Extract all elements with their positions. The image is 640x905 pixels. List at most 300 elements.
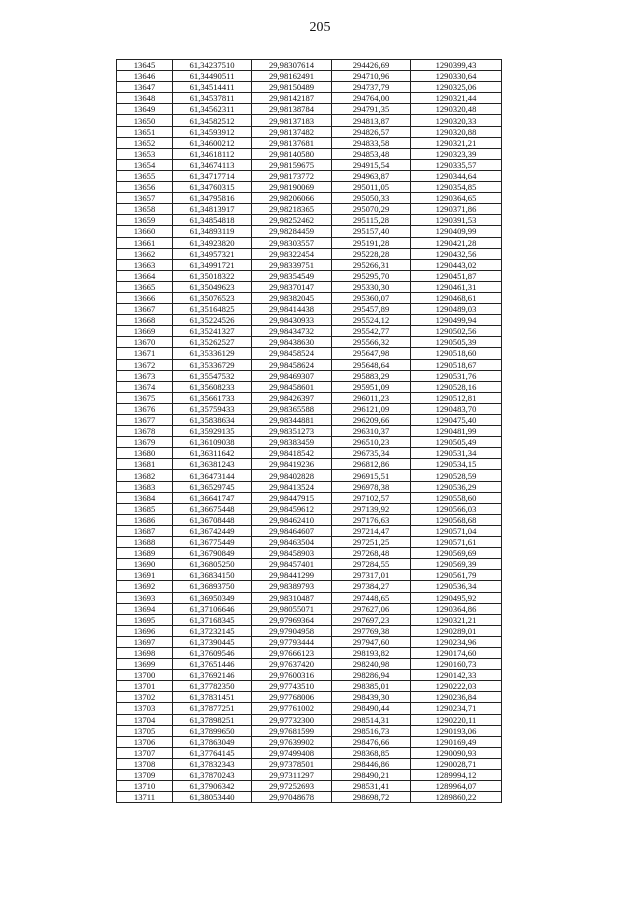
x-coordinate-cell: 294710,96 — [332, 71, 411, 82]
point-id-cell: 13704 — [117, 714, 173, 725]
table-row — [117, 304, 502, 315]
point-id-cell: 13688 — [117, 537, 173, 548]
x-coordinate-cell: 294737,79 — [332, 82, 411, 93]
table-row — [117, 736, 502, 747]
longitude-cell: 29,97904958 — [252, 625, 332, 636]
x-coordinate-cell: 298439,30 — [332, 692, 411, 703]
point-id-cell: 13647 — [117, 82, 173, 93]
table-row — [117, 603, 502, 614]
point-id-cell: 13705 — [117, 725, 173, 736]
y-coordinate-cell: 1290421,28 — [411, 237, 502, 248]
point-id-cell: 13687 — [117, 525, 173, 536]
x-coordinate-cell: 295115,28 — [332, 215, 411, 226]
table-row — [117, 781, 502, 792]
table-row — [117, 259, 502, 270]
latitude-cell: 61,37168345 — [173, 614, 252, 625]
longitude-cell: 29,98206066 — [252, 193, 332, 204]
longitude-cell: 29,97768006 — [252, 692, 332, 703]
table-row — [117, 792, 502, 803]
x-coordinate-cell: 295951,09 — [332, 381, 411, 392]
table-row — [117, 170, 502, 181]
table-row — [117, 315, 502, 326]
y-coordinate-cell: 1290323,39 — [411, 148, 502, 159]
y-coordinate-cell: 1290090,93 — [411, 747, 502, 758]
table-row — [117, 503, 502, 514]
table-row — [117, 636, 502, 647]
longitude-cell: 29,98441299 — [252, 570, 332, 581]
point-id-cell: 13679 — [117, 437, 173, 448]
point-id-cell: 13666 — [117, 292, 173, 303]
latitude-cell: 61,34514411 — [173, 82, 252, 93]
latitude-cell: 61,37898251 — [173, 714, 252, 725]
latitude-cell: 61,35262527 — [173, 337, 252, 348]
table-row — [117, 692, 502, 703]
coordinates-table-body — [117, 60, 502, 803]
x-coordinate-cell: 298514,31 — [332, 714, 411, 725]
x-coordinate-cell: 296209,66 — [332, 415, 411, 426]
y-coordinate-cell: 1290561,79 — [411, 570, 502, 581]
point-id-cell: 13694 — [117, 603, 173, 614]
x-coordinate-cell: 297947,60 — [332, 636, 411, 647]
x-coordinate-cell: 298193,82 — [332, 647, 411, 658]
table-row — [117, 137, 502, 148]
y-coordinate-cell: 1290512,81 — [411, 392, 502, 403]
x-coordinate-cell: 298385,01 — [332, 681, 411, 692]
point-id-cell: 13695 — [117, 614, 173, 625]
longitude-cell: 29,98173772 — [252, 170, 332, 181]
longitude-cell: 29,98464607 — [252, 525, 332, 536]
latitude-cell: 61,37390445 — [173, 636, 252, 647]
y-coordinate-cell: 1290528,59 — [411, 470, 502, 481]
x-coordinate-cell: 297284,55 — [332, 559, 411, 570]
longitude-cell: 29,97311297 — [252, 770, 332, 781]
longitude-cell: 29,98458624 — [252, 359, 332, 370]
point-id-cell: 13665 — [117, 281, 173, 292]
x-coordinate-cell: 295330,30 — [332, 281, 411, 292]
table-row — [117, 237, 502, 248]
x-coordinate-cell: 295524,12 — [332, 315, 411, 326]
point-id-cell: 13662 — [117, 248, 173, 259]
longitude-cell: 29,98190069 — [252, 182, 332, 193]
longitude-cell: 29,97600316 — [252, 670, 332, 681]
latitude-cell: 61,34593912 — [173, 126, 252, 137]
x-coordinate-cell: 297448,65 — [332, 592, 411, 603]
latitude-cell: 61,37832343 — [173, 758, 252, 769]
table-row — [117, 326, 502, 337]
point-id-cell: 13707 — [117, 747, 173, 758]
longitude-cell: 29,98252462 — [252, 215, 332, 226]
x-coordinate-cell: 295648,64 — [332, 359, 411, 370]
longitude-cell: 29,98438630 — [252, 337, 332, 348]
latitude-cell: 61,34237510 — [173, 60, 252, 71]
longitude-cell: 29,98418542 — [252, 448, 332, 459]
x-coordinate-cell: 297214,47 — [332, 525, 411, 536]
y-coordinate-cell: 1290571,04 — [411, 525, 502, 536]
y-coordinate-cell: 1290534,15 — [411, 459, 502, 470]
x-coordinate-cell: 294764,00 — [332, 93, 411, 104]
longitude-cell: 29,98142187 — [252, 93, 332, 104]
table-row — [117, 204, 502, 215]
point-id-cell: 13653 — [117, 148, 173, 159]
point-id-cell: 13655 — [117, 170, 173, 181]
longitude-cell: 29,98458601 — [252, 381, 332, 392]
y-coordinate-cell: 1290344,64 — [411, 170, 502, 181]
x-coordinate-cell: 294813,87 — [332, 115, 411, 126]
table-row — [117, 337, 502, 348]
x-coordinate-cell: 295157,40 — [332, 226, 411, 237]
y-coordinate-cell: 1290451,87 — [411, 270, 502, 281]
y-coordinate-cell: 1289994,12 — [411, 770, 502, 781]
table-row — [117, 426, 502, 437]
table-row — [117, 381, 502, 392]
table-row — [117, 681, 502, 692]
table-row — [117, 592, 502, 603]
longitude-cell: 29,98447915 — [252, 492, 332, 503]
point-id-cell: 13652 — [117, 137, 173, 148]
latitude-cell: 61,36742449 — [173, 525, 252, 536]
table-row — [117, 403, 502, 414]
latitude-cell: 61,34717714 — [173, 170, 252, 181]
table-row — [117, 71, 502, 82]
y-coordinate-cell: 1290495,92 — [411, 592, 502, 603]
x-coordinate-cell: 294826,57 — [332, 126, 411, 137]
y-coordinate-cell: 1290518,60 — [411, 348, 502, 359]
longitude-cell: 29,97761002 — [252, 703, 332, 714]
point-id-cell: 13645 — [117, 60, 173, 71]
latitude-cell: 61,35838634 — [173, 415, 252, 426]
longitude-cell: 29,98389793 — [252, 581, 332, 592]
latitude-cell: 61,35164825 — [173, 304, 252, 315]
x-coordinate-cell: 296310,37 — [332, 426, 411, 437]
y-coordinate-cell: 1290505,39 — [411, 337, 502, 348]
table-row — [117, 437, 502, 448]
latitude-cell: 61,35336129 — [173, 348, 252, 359]
longitude-cell: 29,98351273 — [252, 426, 332, 437]
latitude-cell: 61,34562311 — [173, 104, 252, 115]
point-id-cell: 13698 — [117, 647, 173, 658]
point-id-cell: 13651 — [117, 126, 173, 137]
table-row — [117, 448, 502, 459]
longitude-cell: 29,98365588 — [252, 403, 332, 414]
longitude-cell: 29,97969364 — [252, 614, 332, 625]
x-coordinate-cell: 298516,73 — [332, 725, 411, 736]
latitude-cell: 61,36311642 — [173, 448, 252, 459]
table-row — [117, 392, 502, 403]
point-id-cell: 13671 — [117, 348, 173, 359]
point-id-cell: 13660 — [117, 226, 173, 237]
point-id-cell: 13657 — [117, 193, 173, 204]
point-id-cell: 13699 — [117, 659, 173, 670]
y-coordinate-cell: 1290571,61 — [411, 537, 502, 548]
y-coordinate-cell: 1290335,57 — [411, 159, 502, 170]
latitude-cell: 61,36893750 — [173, 581, 252, 592]
latitude-cell: 61,34893119 — [173, 226, 252, 237]
x-coordinate-cell: 297139,92 — [332, 503, 411, 514]
table-row — [117, 292, 502, 303]
y-coordinate-cell: 1290364,65 — [411, 193, 502, 204]
latitude-cell: 61,34600212 — [173, 137, 252, 148]
latitude-cell: 61,37106646 — [173, 603, 252, 614]
longitude-cell: 29,98339751 — [252, 259, 332, 270]
latitude-cell: 61,34991721 — [173, 259, 252, 270]
x-coordinate-cell: 294963,87 — [332, 170, 411, 181]
point-id-cell: 13648 — [117, 93, 173, 104]
x-coordinate-cell: 298531,41 — [332, 781, 411, 792]
point-id-cell: 13676 — [117, 403, 173, 414]
longitude-cell: 29,98458524 — [252, 348, 332, 359]
latitude-cell: 61,35224526 — [173, 315, 252, 326]
table-row — [117, 159, 502, 170]
latitude-cell: 61,34674113 — [173, 159, 252, 170]
x-coordinate-cell: 294791,35 — [332, 104, 411, 115]
y-coordinate-cell: 1290289,01 — [411, 625, 502, 636]
x-coordinate-cell: 296735,34 — [332, 448, 411, 459]
latitude-cell: 61,34582512 — [173, 115, 252, 126]
point-id-cell: 13650 — [117, 115, 173, 126]
point-id-cell: 13680 — [117, 448, 173, 459]
point-id-cell: 13690 — [117, 559, 173, 570]
y-coordinate-cell: 1290193,06 — [411, 725, 502, 736]
longitude-cell: 29,98457401 — [252, 559, 332, 570]
point-id-cell: 13674 — [117, 381, 173, 392]
y-coordinate-cell: 1290354,85 — [411, 182, 502, 193]
y-coordinate-cell: 1290566,03 — [411, 503, 502, 514]
longitude-cell: 29,98370147 — [252, 281, 332, 292]
table-row — [117, 415, 502, 426]
point-id-cell: 13708 — [117, 758, 173, 769]
longitude-cell: 29,97681599 — [252, 725, 332, 736]
point-id-cell: 13710 — [117, 781, 173, 792]
latitude-cell: 61,36950349 — [173, 592, 252, 603]
table-row — [117, 614, 502, 625]
x-coordinate-cell: 297176,63 — [332, 514, 411, 525]
latitude-cell: 61,34795816 — [173, 193, 252, 204]
latitude-cell: 61,36834150 — [173, 570, 252, 581]
latitude-cell: 61,34618112 — [173, 148, 252, 159]
latitude-cell: 61,37831451 — [173, 692, 252, 703]
latitude-cell: 61,34490511 — [173, 71, 252, 82]
x-coordinate-cell: 298490,44 — [332, 703, 411, 714]
y-coordinate-cell: 1290234,71 — [411, 703, 502, 714]
longitude-cell: 29,98419236 — [252, 459, 332, 470]
longitude-cell: 29,98414438 — [252, 304, 332, 315]
y-coordinate-cell: 1290330,64 — [411, 71, 502, 82]
x-coordinate-cell: 298240,98 — [332, 659, 411, 670]
longitude-cell: 29,98140580 — [252, 148, 332, 159]
longitude-cell: 29,98159675 — [252, 159, 332, 170]
point-id-cell: 13701 — [117, 681, 173, 692]
longitude-cell: 29,97048678 — [252, 792, 332, 803]
latitude-cell: 61,37764145 — [173, 747, 252, 758]
longitude-cell: 29,98303557 — [252, 237, 332, 248]
longitude-cell: 29,98218365 — [252, 204, 332, 215]
latitude-cell: 61,35076523 — [173, 292, 252, 303]
y-coordinate-cell: 1290499,94 — [411, 315, 502, 326]
y-coordinate-cell: 1290234,96 — [411, 636, 502, 647]
y-coordinate-cell: 1290443,02 — [411, 259, 502, 270]
table-row — [117, 60, 502, 71]
y-coordinate-cell: 1290468,61 — [411, 292, 502, 303]
point-id-cell: 13709 — [117, 770, 173, 781]
y-coordinate-cell: 1290502,56 — [411, 326, 502, 337]
x-coordinate-cell: 294915,54 — [332, 159, 411, 170]
longitude-cell: 29,98434732 — [252, 326, 332, 337]
table-row — [117, 514, 502, 525]
y-coordinate-cell: 1290461,31 — [411, 281, 502, 292]
point-id-cell: 13700 — [117, 670, 173, 681]
y-coordinate-cell: 1290321,21 — [411, 614, 502, 625]
longitude-cell: 29,98344881 — [252, 415, 332, 426]
x-coordinate-cell: 296121,09 — [332, 403, 411, 414]
y-coordinate-cell: 1290220,11 — [411, 714, 502, 725]
table-row — [117, 248, 502, 259]
y-coordinate-cell: 1290481,99 — [411, 426, 502, 437]
y-coordinate-cell: 1290371,86 — [411, 204, 502, 215]
latitude-cell: 61,37782350 — [173, 681, 252, 692]
y-coordinate-cell: 1290236,84 — [411, 692, 502, 703]
x-coordinate-cell: 297268,48 — [332, 548, 411, 559]
latitude-cell: 61,37899650 — [173, 725, 252, 736]
x-coordinate-cell: 295566,32 — [332, 337, 411, 348]
longitude-cell: 29,98402828 — [252, 470, 332, 481]
point-id-cell: 13664 — [117, 270, 173, 281]
y-coordinate-cell: 1290536,34 — [411, 581, 502, 592]
y-coordinate-cell: 1290321,44 — [411, 93, 502, 104]
longitude-cell: 29,98459612 — [252, 503, 332, 514]
longitude-cell: 29,98413524 — [252, 481, 332, 492]
longitude-cell: 29,98430933 — [252, 315, 332, 326]
longitude-cell: 29,98137482 — [252, 126, 332, 137]
longitude-cell: 29,98458903 — [252, 548, 332, 559]
table-row — [117, 625, 502, 636]
y-coordinate-cell: 1290222,03 — [411, 681, 502, 692]
point-id-cell: 13693 — [117, 592, 173, 603]
longitude-cell: 29,98310487 — [252, 592, 332, 603]
latitude-cell: 61,37877251 — [173, 703, 252, 714]
y-coordinate-cell: 1290475,40 — [411, 415, 502, 426]
longitude-cell: 29,98137183 — [252, 115, 332, 126]
latitude-cell: 61,34760315 — [173, 182, 252, 193]
point-id-cell: 13654 — [117, 159, 173, 170]
longitude-cell: 29,98469307 — [252, 370, 332, 381]
y-coordinate-cell: 1290142,33 — [411, 670, 502, 681]
point-id-cell: 13649 — [117, 104, 173, 115]
latitude-cell: 61,35759433 — [173, 403, 252, 414]
x-coordinate-cell: 298368,85 — [332, 747, 411, 758]
latitude-cell: 61,37609546 — [173, 647, 252, 658]
latitude-cell: 61,36708448 — [173, 514, 252, 525]
table-row — [117, 770, 502, 781]
page-number: 205 — [309, 20, 331, 35]
point-id-cell: 13691 — [117, 570, 173, 581]
point-id-cell: 13668 — [117, 315, 173, 326]
point-id-cell: 13663 — [117, 259, 173, 270]
x-coordinate-cell: 296812,86 — [332, 459, 411, 470]
latitude-cell: 61,37232145 — [173, 625, 252, 636]
table-row — [117, 226, 502, 237]
table-row — [117, 104, 502, 115]
y-coordinate-cell: 1290320,88 — [411, 126, 502, 137]
x-coordinate-cell: 294833,58 — [332, 137, 411, 148]
longitude-cell: 29,97637420 — [252, 659, 332, 670]
latitude-cell: 61,36473144 — [173, 470, 252, 481]
point-id-cell: 13658 — [117, 204, 173, 215]
latitude-cell: 61,35929135 — [173, 426, 252, 437]
latitude-cell: 61,35241327 — [173, 326, 252, 337]
point-id-cell: 13670 — [117, 337, 173, 348]
point-id-cell: 13683 — [117, 481, 173, 492]
table-row — [117, 470, 502, 481]
x-coordinate-cell: 297102,57 — [332, 492, 411, 503]
latitude-cell: 61,37692146 — [173, 670, 252, 681]
longitude-cell: 29,98426397 — [252, 392, 332, 403]
y-coordinate-cell: 1290169,49 — [411, 736, 502, 747]
longitude-cell: 29,97252693 — [252, 781, 332, 792]
longitude-cell: 29,98138784 — [252, 104, 332, 115]
table-row — [117, 93, 502, 104]
latitude-cell: 61,34854818 — [173, 215, 252, 226]
point-id-cell: 13682 — [117, 470, 173, 481]
table-row — [117, 492, 502, 503]
x-coordinate-cell: 295542,77 — [332, 326, 411, 337]
latitude-cell: 61,36675448 — [173, 503, 252, 514]
longitude-cell: 29,98354549 — [252, 270, 332, 281]
y-coordinate-cell: 1290432,56 — [411, 248, 502, 259]
latitude-cell: 61,35661733 — [173, 392, 252, 403]
x-coordinate-cell: 298446,86 — [332, 758, 411, 769]
y-coordinate-cell: 1290569,39 — [411, 559, 502, 570]
x-coordinate-cell: 298698,72 — [332, 792, 411, 803]
point-id-cell: 13686 — [117, 514, 173, 525]
point-id-cell: 13669 — [117, 326, 173, 337]
y-coordinate-cell: 1290160,73 — [411, 659, 502, 670]
latitude-cell: 61,37870243 — [173, 770, 252, 781]
point-id-cell: 13661 — [117, 237, 173, 248]
longitude-cell: 29,98137681 — [252, 137, 332, 148]
table-row — [117, 82, 502, 93]
longitude-cell: 29,98284459 — [252, 226, 332, 237]
y-coordinate-cell: 1290174,60 — [411, 647, 502, 658]
point-id-cell: 13711 — [117, 792, 173, 803]
point-id-cell: 13685 — [117, 503, 173, 514]
y-coordinate-cell: 1290528,16 — [411, 381, 502, 392]
table-row — [117, 193, 502, 204]
longitude-cell: 29,97378501 — [252, 758, 332, 769]
latitude-cell: 61,36805250 — [173, 559, 252, 570]
y-coordinate-cell: 1290518,67 — [411, 359, 502, 370]
y-coordinate-cell: 1290536,29 — [411, 481, 502, 492]
table-row — [117, 148, 502, 159]
longitude-cell: 29,97732300 — [252, 714, 332, 725]
table-row — [117, 281, 502, 292]
longitude-cell: 29,98307614 — [252, 60, 332, 71]
x-coordinate-cell: 297317,01 — [332, 570, 411, 581]
table-row — [117, 359, 502, 370]
x-coordinate-cell: 297627,06 — [332, 603, 411, 614]
table-row — [117, 758, 502, 769]
x-coordinate-cell: 297251,25 — [332, 537, 411, 548]
x-coordinate-cell: 298476,66 — [332, 736, 411, 747]
table-row — [117, 703, 502, 714]
y-coordinate-cell: 1290569,69 — [411, 548, 502, 559]
longitude-cell: 29,98162491 — [252, 71, 332, 82]
table-row — [117, 459, 502, 470]
y-coordinate-cell: 1290568,68 — [411, 514, 502, 525]
longitude-cell: 29,97639902 — [252, 736, 332, 747]
point-id-cell: 13672 — [117, 359, 173, 370]
x-coordinate-cell: 296978,38 — [332, 481, 411, 492]
y-coordinate-cell: 1290320,33 — [411, 115, 502, 126]
